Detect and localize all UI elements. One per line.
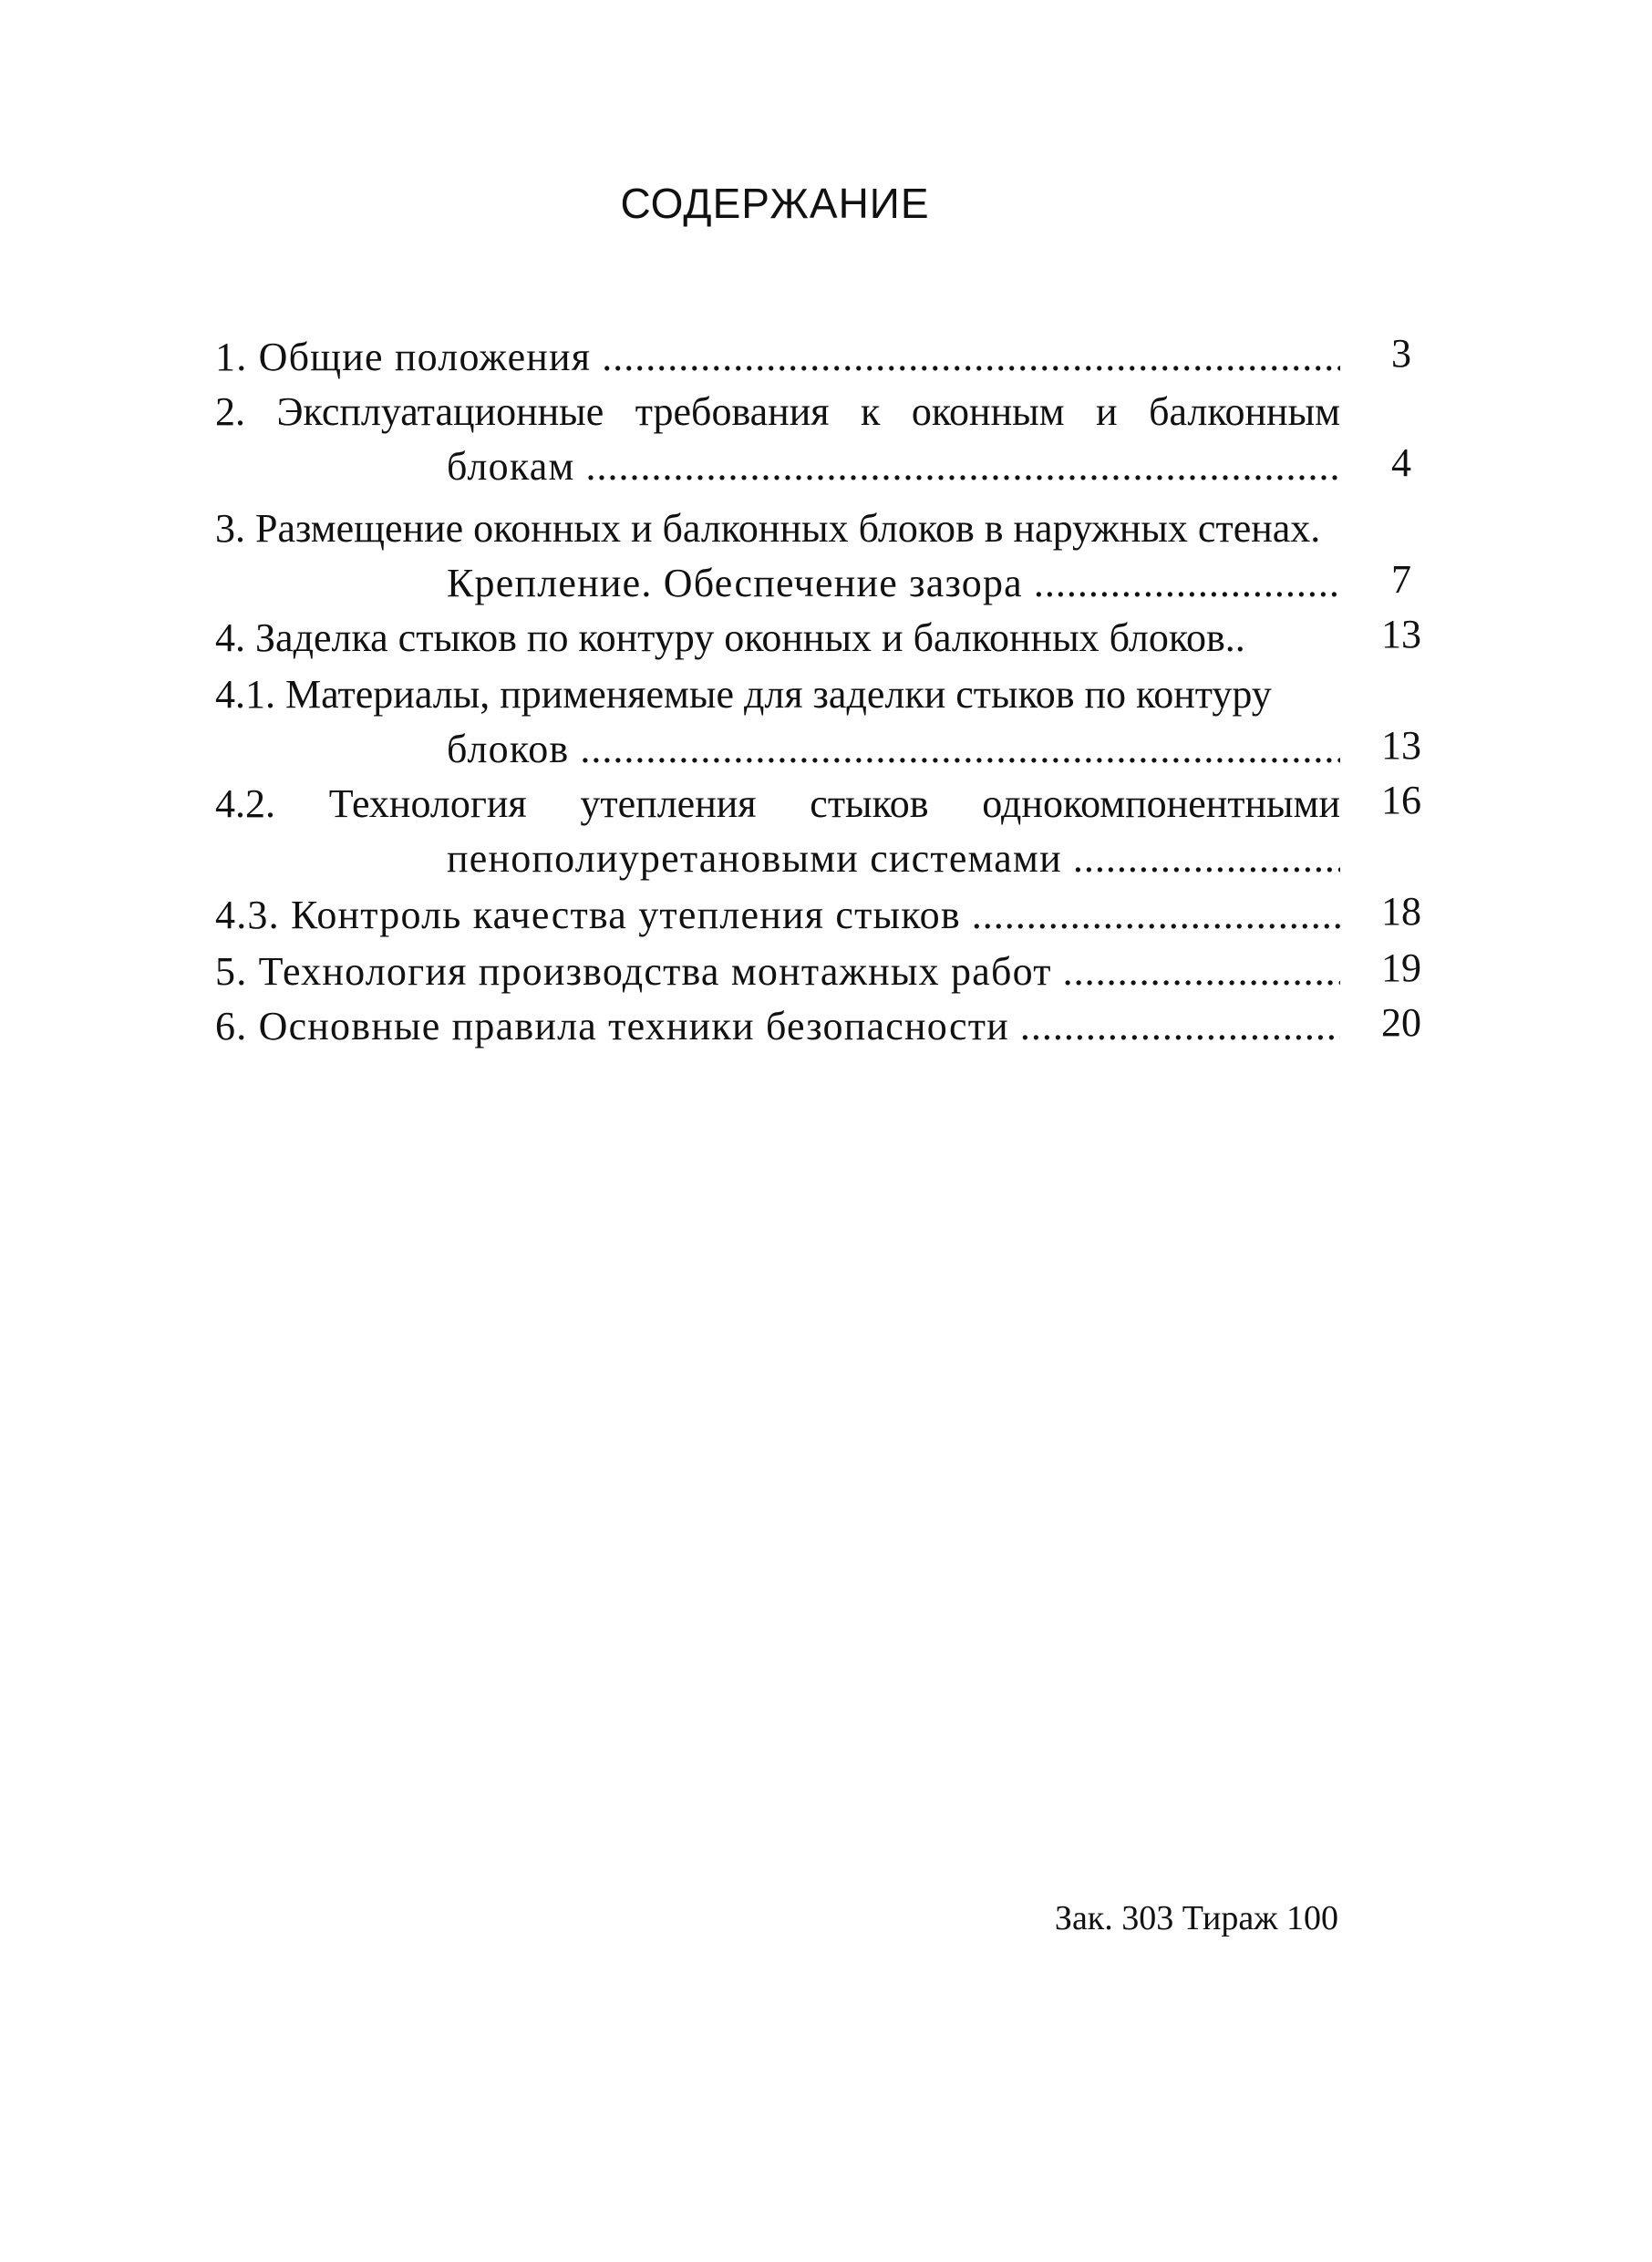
toc-entry-4-1-continuation (215, 722, 1442, 777)
toc-page-number: 13 (1381, 723, 1421, 768)
toc-entry-4-1 (215, 667, 1442, 722)
toc-page-number: 3 (1391, 331, 1411, 376)
toc-entry-text: 3. Размещение оконных и балконных блоков в наружных стенах. (215, 506, 1321, 551)
toc-page-number: 7 (1391, 557, 1411, 602)
page-title: СОДЕРЖАНИЕ (620, 180, 930, 227)
print-imprint: Зак. 303 Тираж 100 (1054, 1899, 1338, 1937)
toc-page-number: 19 (1381, 945, 1421, 990)
toc-page-number: 20 (1381, 1000, 1421, 1045)
toc-entry-3 (215, 501, 1442, 556)
toc-entry-text: 1. Общие положения ..... (215, 330, 1340, 385)
toc-entry-text: блокам ..... (447, 439, 1340, 494)
toc-entry-text: 4.2. Технология утепления стыков однокомпонентными (215, 781, 1340, 826)
toc-page-number: 18 (1381, 889, 1421, 934)
toc-page-number: 13 (1381, 612, 1421, 656)
toc-entry-3-continuation (215, 556, 1442, 611)
toc-entry-text: пенополиуретановыми системами ..... (447, 831, 1340, 886)
toc-entry-2-continuation (215, 439, 1442, 494)
toc-entry-2 (215, 385, 1442, 439)
toc-entry-5 (215, 945, 1442, 999)
toc-page-number: 4 (1391, 440, 1411, 485)
toc-entry-4-2 (215, 777, 1442, 831)
toc-page-number: 16 (1381, 778, 1421, 822)
toc-entry-text: 2. Эксплуатационные требования к оконным и балконным (215, 389, 1340, 434)
toc-entry-4-3 (215, 888, 1442, 943)
toc-entry-text: 6. Основные правила техники безопасности ..... (215, 999, 1340, 1054)
toc-entry-6 (215, 999, 1442, 1054)
toc-entry-text: 4. Заделка стыков по контуру оконных и балконных блоков.. (215, 615, 1245, 660)
toc-entry-1 (215, 330, 1442, 385)
toc-entry-text: 4.3. Контроль качества утепления стыков ..... (215, 888, 1340, 943)
toc-entry-4 (215, 611, 1442, 666)
toc-entry-4-2-continuation (215, 831, 1442, 886)
toc-entry-text: Крепление. Обеспечение зазора ..... (447, 556, 1340, 611)
toc-entry-text: 5. Технология производства монтажных работ ..... (215, 945, 1340, 999)
toc-entry-text: блоков ..... (447, 722, 1340, 777)
toc-entry-text: 4.1. Материалы, применяемые для заделки стыков по контуру (215, 672, 1272, 717)
